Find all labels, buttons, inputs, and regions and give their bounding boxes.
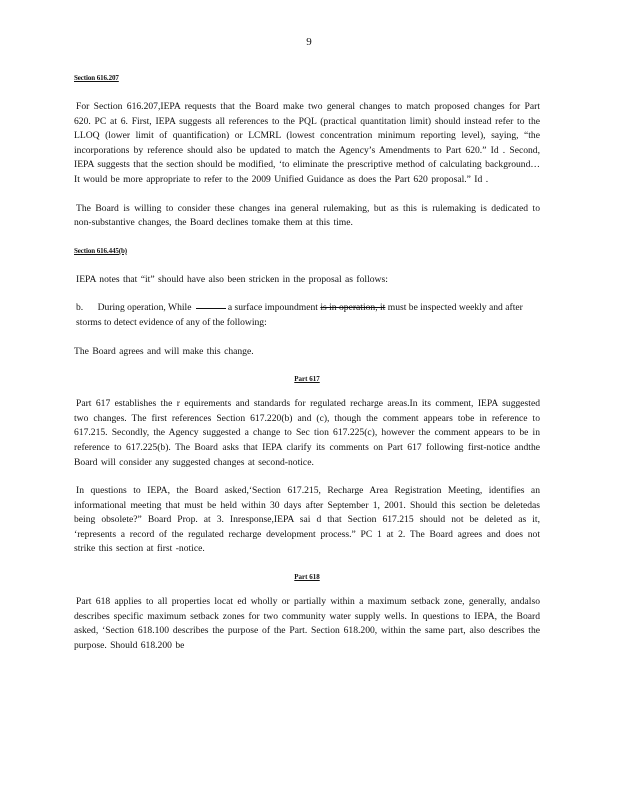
part-618-heading: Part 618 <box>294 573 320 582</box>
item-text-before: During operation, While <box>97 302 192 314</box>
part-618-paragraph-1: Part 618 applies to all properties locat ed wholly or partially within a maximum setback zone, generally, andalso describes specific maximum setback zones for two community water supply wells. In questions to IEPA, the Board asked, ‘Section 618.100 describes the purpose of the Part. Section 618.200, within the same part, also describes the purpose. Should 618.200 be <box>74 596 540 651</box>
item-text-after: must be inspected weekly and after storms to detect evidence of any of the following: <box>76 302 523 328</box>
document-body <box>74 72 540 667</box>
part-617-heading: Part 617 <box>294 375 320 384</box>
item-label: b. <box>76 302 84 314</box>
section-616-445-paragraph-1: IEPA notes that “it” should have also been stricken in the proposal as follows: <box>76 273 388 285</box>
section-616-445-paragraph-2: The Board agrees and will make this change. <box>74 345 254 357</box>
section-616-207-paragraph-2: The Board is willing to consider these changes ina general rulemaking, but as this is rulemaking is dedicated to non-substantive changes, the Board declines tomake them at this time. <box>74 202 540 229</box>
item-text-middle: a surface impoundment <box>227 302 318 314</box>
section-616-207-heading: Section 616.207 <box>74 74 119 82</box>
section-616-445-heading: Section 616.445(b) <box>74 246 128 255</box>
section-616-207-paragraph-1: For Section 616.207,IEPA requests that the Board make two general changes to match proposed changes for Part 620. PC at 6. First, IEPA suggests all references to the PQL (practical quantitation limit) should instead refer to the LLOQ (lower limit of quantification) or LCMRL (lowest concentration minimum reporting level), saying, “the incorporations by reference should also be updated to match the Agency’s Amendments to Part 620.” Id . Second, IEPA suggests that the section should be modified, ‘to eliminate the prescriptive method of calculating background… It would be more appropriate to refer to the 2009 Unified Guidance as does the Part 620 proposal.” Id . <box>74 101 540 185</box>
page-number: 9 <box>306 36 312 48</box>
section-616-445-item-b <box>74 301 540 330</box>
strikeout-rule <box>196 308 226 309</box>
struck-text: is in operation, it <box>320 302 386 314</box>
part-617-paragraph-1: Part 617 establishes the r equirements and standards for regulated recharge areas.In its comment, IEPA suggested two changes. The first references Section 617.220(b) and (c), though the comment appears tobe in reference to 617.215. Secondly, the Agency suggested a change to Sec tion 617.225(c), however the comment appears to be in reference to 617.225(b). The Board asks that IEPA clarify its comments on Part 617 following first-notice andthe Board will consider any suggested changes at second-notice. <box>74 398 540 468</box>
part-617-paragraph-2: In questions to IEPA, the Board asked,‘Section 617.215, Recharge Area Registration Meeting, identifies an informational meeting that must be held within 30 days after September 1, 2001. Should this section be deletedas being obsolete?” Board Prop. at 3. Inresponse,IEPA sai d that Section 617.215 should not be deleted as it, ‘represents a record of the regulated recharge development process.” PC 1 at 2. The Board agrees and does not strike this section at first -notice. <box>74 485 540 555</box>
